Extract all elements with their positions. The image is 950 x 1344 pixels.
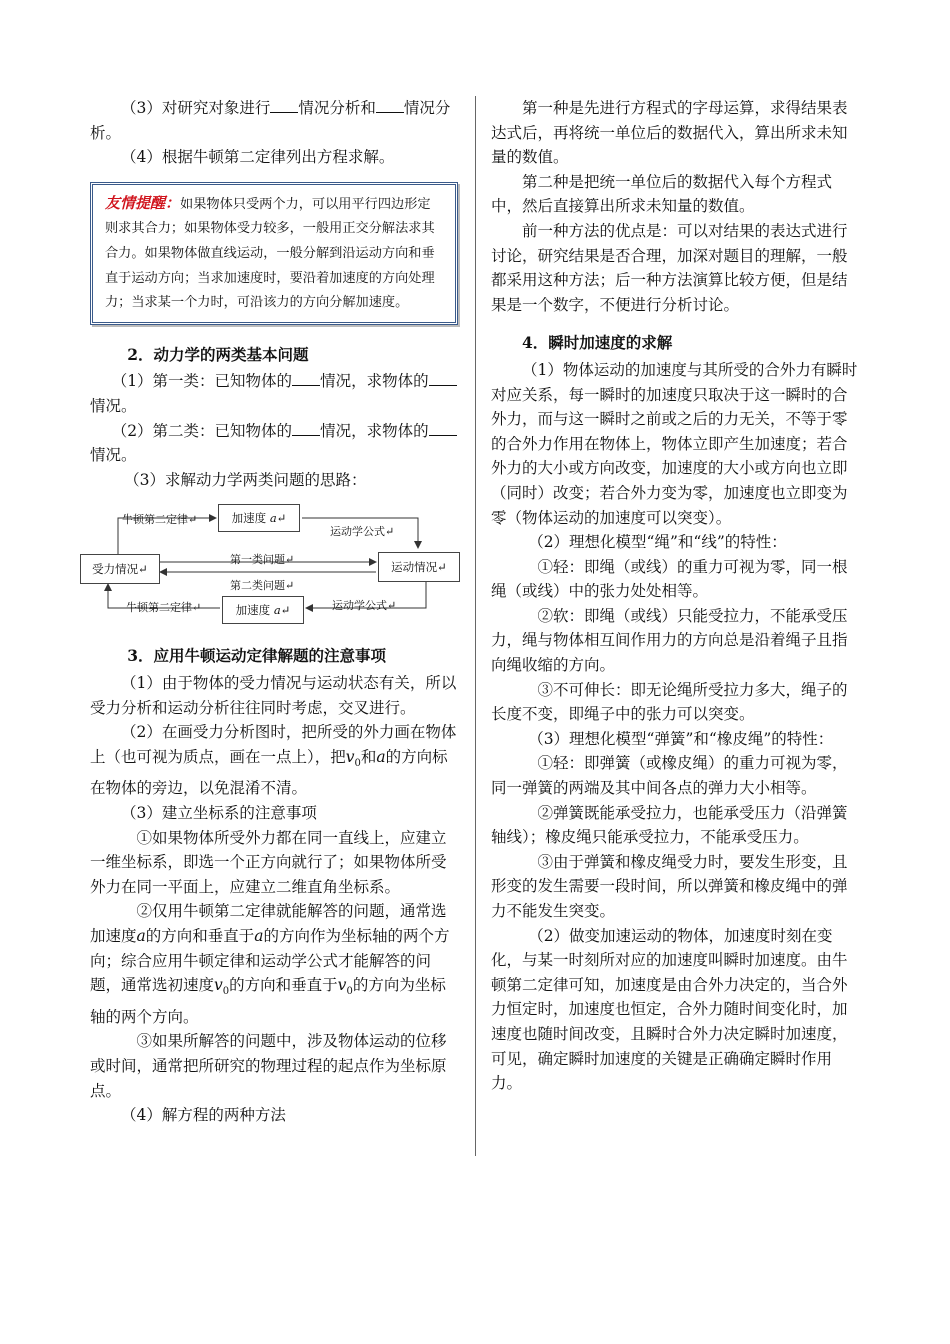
sec4-p2: （2）理想化模型“绳”和“线”的特性： bbox=[528, 533, 787, 552]
solving-approach: （3）求解动力学两类问题的思路： bbox=[124, 470, 367, 489]
method-compare: 前一种方法的优点是：可以对结果的表达式进行讨论，研究结果是否合理，加深对题目的理解，一般都采用这种方法；后一种方法演算比较方便，但是结果是一个数字，不便进行分析讨论。 bbox=[491, 221, 848, 314]
fill-blank bbox=[429, 371, 457, 386]
sec4-p3: （3）理想化模型“弹簧”和“橡皮绳”的特性： bbox=[528, 729, 834, 748]
sec3-p3: （3）建立坐标系的注意事项 bbox=[121, 803, 317, 822]
sec4-p4: （2）做变加速运动的物体，加速度时刻在变化，与某一时刻所对应的加速度叫瞬时加速度。由牛顿第二定律可知，加速度是由合外力决定的，当合外力恒定时，加速度也恒定，合外力随时间变化时，加速度也随时间改变，且瞬时合外力决定瞬时加速度，可见，确定瞬时加速度的关键是正确确定瞬时作用力。 bbox=[491, 926, 848, 1093]
sec3-p3-2: ②仅用牛顿第二定律就能解答的问题，通常选加速度a的方向和垂直于a的方向作为坐标轴的两个方向；综合应用牛顿定律和运动学公式才能解答的问题，通常选初速度$v_0$的方向和垂直于$v_0$的方向为坐标轴的两个方向。 bbox=[90, 902, 450, 1026]
section-3-title: 3．应用牛顿运动定律解题的注意事项 bbox=[127, 646, 386, 666]
label-kinematics-bottom: 运动学公式↵ bbox=[332, 599, 397, 613]
sec4-p2-2: ②软：即绳（或线）只能受拉力，不能承受压力，绳与物体相互间作用力的方向总是沿着绳子且指向绳收缩的方向。 bbox=[491, 606, 848, 675]
method-1: 第一种是先进行方程式的字母运算，求得结果表达式后，再将统一单位后的数据代入，算出所求未知量的数值。 bbox=[491, 99, 848, 167]
problem-type-1: （1）第一类：已知物体的 情况，求物体的情况。 bbox=[90, 369, 458, 418]
paragraph-step4: （4）根据牛顿第二定律列出方程求解。 bbox=[121, 148, 395, 167]
sec3-p3-1: ①如果物体所受外力都在同一直线上，应建立一维坐标系，即选一个正方向就行了；如果物体所受外力在同一平面上，应建立二维直角坐标系。 bbox=[90, 828, 447, 896]
motion-situation-box: 运动情况↵ bbox=[378, 552, 460, 582]
fill-blank bbox=[429, 421, 457, 436]
sec3-p3-3: ③如果所解答的问题中，涉及物体运动的位移或时间，通常把所研究的物理过程的起点作为坐标原点。 bbox=[90, 1032, 447, 1100]
paragraph-step3: （3）对研究对象进行 情况分析和 情况分析。 bbox=[90, 99, 451, 142]
label-second-type: 第二类问题↵ bbox=[230, 579, 295, 593]
sec4-p2-1: ①轻：即绳（或线）的重力可视为零，同一根绳（或线）中的张力处处相等。 bbox=[491, 557, 848, 601]
fill-blank bbox=[292, 371, 320, 386]
section-4-title: 4．瞬时加速度的求解 bbox=[522, 333, 673, 353]
reminder-title: 友情提醒： bbox=[105, 193, 181, 212]
friendly-reminder-box bbox=[90, 182, 458, 325]
accel-box-bottom: 加速度 a ↵ bbox=[222, 596, 304, 624]
section-2-title: 2．动力学的两类基本问题 bbox=[127, 344, 309, 364]
fill-blank bbox=[292, 421, 320, 436]
label-first-type: 第一类问题↵ bbox=[230, 553, 295, 567]
dynamics-flow-diagram bbox=[80, 498, 460, 626]
problem-type-2: （2）第二类：已知物体的 情况，求物体的情况。 bbox=[90, 419, 458, 468]
left-column bbox=[90, 96, 458, 1128]
sec4-p1: （1）物体运动的加速度与其所受的合外力有瞬时对应关系，每一瞬时的加速度只取决于这一瞬时的合外力，而与这一瞬时之前或之后的力无关，不等于零的合外力作用在物体上，物体立即产生加速度；若合外力的大小或方向改变，加速度的大小或方向也立即（同时）改变；若合外力变为零，加速度也立即变为零（物体运动的加速度可以突变）。 bbox=[491, 360, 858, 527]
sec4-p3-2: ②弹簧既能承受拉力，也能承受压力（沿弹簧轴线）；橡皮绳只能承受拉力，不能承受压力。 bbox=[491, 803, 848, 847]
sec4-p2-3: ③不可伸长：即无论绳所受拉力多大，绳子的长度不变，即绳子中的张力可以突变。 bbox=[491, 680, 848, 724]
sec3-p2: （2）在画受力分析图时，把所受的外力画在物体上（也可视为质点，画在一点上），把$v_0$和a的方向标在物体的旁边，以免混淆不清。 bbox=[90, 723, 457, 798]
reminder-body: 如果物体只受两个力，可以用平行四边形定则求其合力；如果物体受力较多，一般用正交分解法求其合力。如果物体做直线运动，一般分解到沿运动方向和垂直于运动方向；当求加速度时，要沿着加速度的方向处理力；当求某一个力时，可沿该力的方向分解加速度。 bbox=[105, 196, 435, 311]
fill-blank bbox=[270, 98, 298, 113]
force-situation-box: 受力情况↵ bbox=[80, 554, 160, 584]
fill-blank bbox=[376, 98, 404, 113]
right-column bbox=[491, 96, 861, 1096]
accel-box-top: 加速度 a ↵ bbox=[218, 504, 300, 532]
method-2: 第二种是把统一单位后的数据代入每个方程式中，然后直接算出所求未知量的数值。 bbox=[491, 172, 833, 216]
label-kinematics-top: 运动学公式↵ bbox=[330, 525, 395, 539]
label-newton-bottom: 牛顿第二定律↵ bbox=[126, 601, 202, 615]
sec3-p1: （1）由于物体的受力情况与运动状态有关，所以受力分析和运动分析往往同时考虑，交叉进行。 bbox=[90, 673, 457, 717]
sec4-p3-3: ③由于弹簧和橡皮绳受力时，要发生形变，且形变的发生需要一段时间，所以弹簧和橡皮绳中的弹力不能发生突变。 bbox=[491, 852, 848, 920]
sec4-p3-1: ①轻：即弹簧（或橡皮绳）的重力可视为零，同一弹簧的两端及其中间各点的弹力大小相等。 bbox=[491, 754, 848, 798]
label-newton-top: 牛顿第二定律↵ bbox=[122, 513, 198, 527]
column-divider bbox=[475, 96, 476, 1156]
sec3-p4: （4）解方程的两种方法 bbox=[121, 1106, 286, 1125]
